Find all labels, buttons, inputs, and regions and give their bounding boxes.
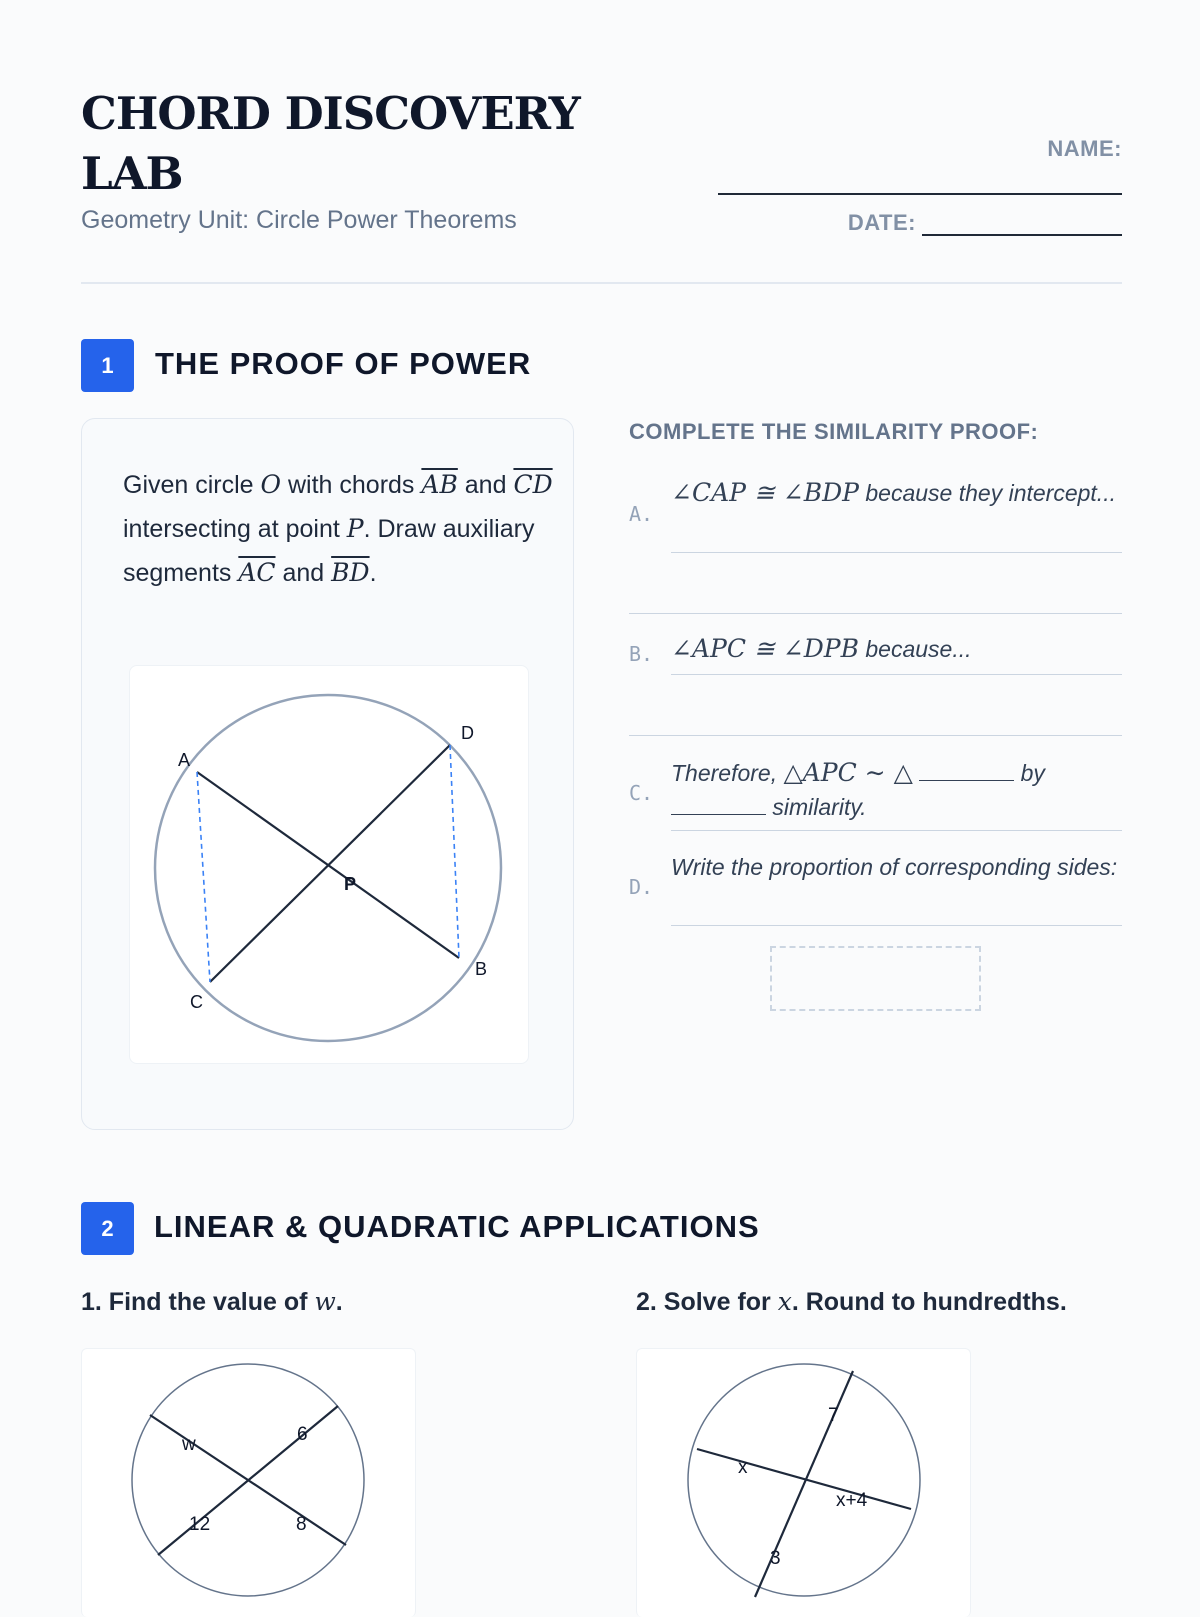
q2-text-end: . Round to hundredths. xyxy=(791,1288,1067,1316)
given-text-3: and xyxy=(457,471,514,499)
step-a-answer-line[interactable] xyxy=(629,613,1122,614)
step-b-underline xyxy=(671,674,1122,675)
question-2-figure xyxy=(636,1348,971,1617)
step-c-blank-2[interactable] xyxy=(671,794,766,815)
step-b-math: ∠APC ≅ ∠DPB xyxy=(671,634,859,663)
name-field xyxy=(718,136,1122,162)
q2-diagram xyxy=(637,1349,970,1601)
step-c-text xyxy=(671,756,1122,824)
q1-label-12: 12 xyxy=(189,1514,211,1535)
header-divider xyxy=(81,282,1122,284)
q1-chord-2 xyxy=(158,1406,338,1555)
step-c-letter: C. xyxy=(629,781,654,805)
question-1-figure xyxy=(81,1348,416,1617)
step-c-mid: by xyxy=(1014,760,1045,786)
step-b-text xyxy=(671,632,1122,666)
step-c-blank-1[interactable] xyxy=(919,760,1014,781)
step-a-reason: because they intercept... xyxy=(858,480,1116,506)
question-1-prompt xyxy=(81,1287,343,1317)
name-line[interactable] xyxy=(718,193,1122,195)
step-c-underline xyxy=(671,830,1122,831)
step-d-text: Write the proportion of corresponding sides: xyxy=(671,854,1118,880)
date-line[interactable] xyxy=(922,210,1122,236)
q1-label-6: 6 xyxy=(297,1424,308,1445)
given-text-1: Given circle xyxy=(123,471,261,499)
q2-label-7: 7 xyxy=(828,1405,839,1426)
chord-diagram xyxy=(130,666,528,1063)
section-1-badge: 1 xyxy=(81,339,134,392)
step-a-math: ∠CAP ≅ ∠BDP xyxy=(671,478,859,507)
date-field xyxy=(848,210,1122,236)
step-a-underline xyxy=(671,552,1122,553)
step-d-letter: D. xyxy=(629,875,654,899)
given-statement xyxy=(123,463,553,595)
worksheet-subtitle: Geometry Unit: Circle Power Theorems xyxy=(81,206,517,234)
segment-bd-label: $\overline{BD}$ xyxy=(331,558,370,587)
given-card xyxy=(81,418,574,1130)
segment-ac xyxy=(197,772,210,982)
label-b: B xyxy=(475,959,488,979)
q2-text: 2. Solve for xyxy=(636,1288,778,1316)
step-b-letter: B. xyxy=(629,642,654,666)
step-b-reason: because... xyxy=(858,636,972,662)
step-c-post: similarity. xyxy=(766,794,867,820)
step-a-letter: A. xyxy=(629,502,654,526)
q2-label-3: 3 xyxy=(770,1548,781,1569)
label-a: A xyxy=(178,750,191,770)
q1-text: 1. Find the value of xyxy=(81,1288,315,1316)
question-2-prompt xyxy=(636,1287,1067,1317)
point-p-label: P xyxy=(346,514,364,543)
proportion-answer-box[interactable] xyxy=(770,946,981,1011)
section-2-badge: 2 xyxy=(81,1202,134,1255)
segment-bd xyxy=(450,745,459,958)
circle-o-label: O xyxy=(260,470,282,499)
chord-cd-label: $\overline{CD}$ xyxy=(513,470,553,499)
step-c-math: △APC ∼ △ xyxy=(783,758,913,787)
chord-cd xyxy=(210,745,450,982)
proof-heading: COMPLETE THE SIMILARITY PROOF: xyxy=(629,419,1039,444)
chord-figure xyxy=(129,665,529,1064)
section-2-title: LINEAR & QUADRATIC APPLICATIONS xyxy=(154,1209,760,1244)
chord-ab-label: $\overline{AB}$ xyxy=(421,470,458,499)
date-label: DATE: xyxy=(847,210,916,235)
q2-variable: x xyxy=(777,1287,792,1316)
segment-ac-label: $\overline{AC}$ xyxy=(238,558,276,587)
given-text-5: . Draw auxiliary segments xyxy=(123,515,535,587)
name-label: NAME: xyxy=(1047,136,1122,161)
label-p: P xyxy=(344,874,357,894)
step-d-underline xyxy=(671,925,1122,926)
q2-label-x: x xyxy=(738,1457,748,1478)
section-1-title: THE PROOF OF POWER xyxy=(155,346,532,381)
given-text-4: intersecting at point xyxy=(123,515,347,543)
given-text-6: and xyxy=(275,559,332,587)
given-text-2: with chords xyxy=(281,471,422,499)
q1-variable: w xyxy=(314,1287,336,1316)
worksheet-title: CHORD DISCOVERY LAB xyxy=(81,87,580,200)
q2-chord-2 xyxy=(697,1449,911,1509)
step-b-answer-line[interactable] xyxy=(629,735,1122,736)
label-c: C xyxy=(190,992,203,1012)
q1-text-end: . xyxy=(335,1288,343,1316)
step-c-pre: Therefore, xyxy=(671,760,784,786)
label-d: D xyxy=(461,723,474,743)
q1-label-8: 8 xyxy=(296,1514,307,1535)
q2-label-x-plus-4: x+4 xyxy=(836,1490,868,1511)
given-text-7: . xyxy=(369,559,377,587)
q1-label-w: w xyxy=(182,1434,196,1455)
step-a-text xyxy=(671,476,1122,510)
q1-diagram xyxy=(82,1349,415,1601)
